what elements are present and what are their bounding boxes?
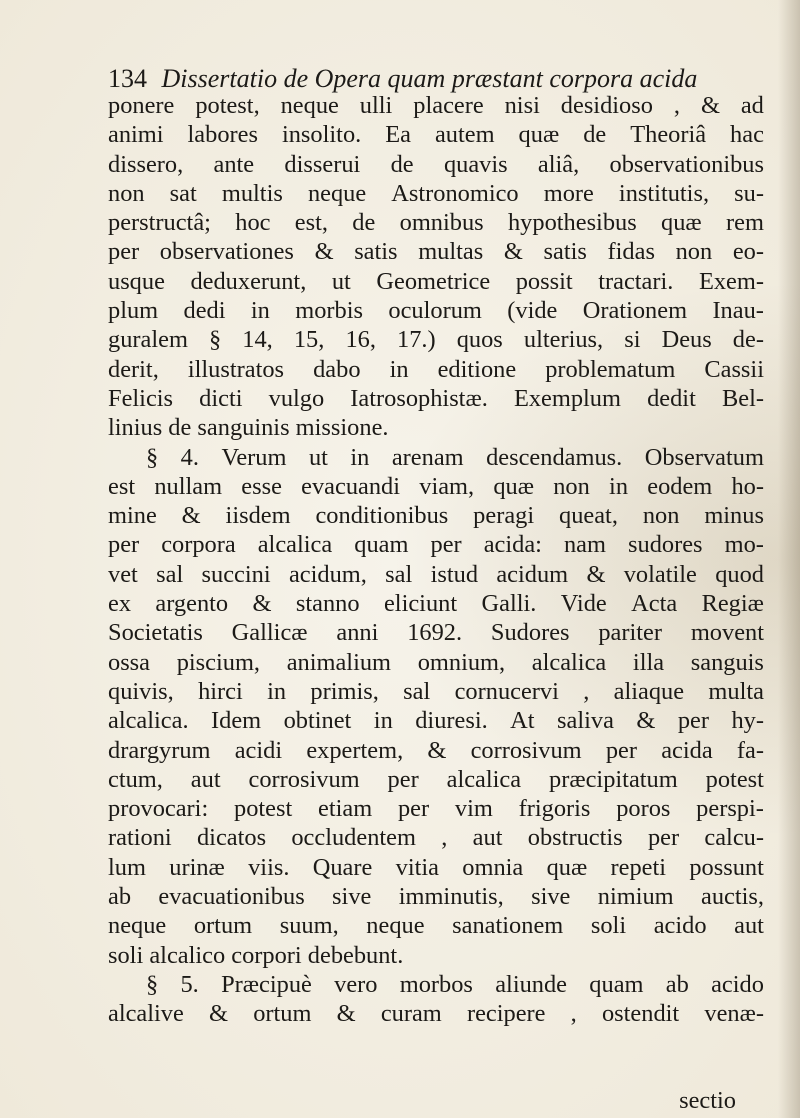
running-title: Dissertatio de Opera quam præstant corpora acida [161,64,698,93]
text-line: § 5. Præcipuè vero morbos aliunde quam ab acido [146,970,764,998]
text-line: per observationes & satis multas & satis fidas non eo- [108,238,764,266]
text-line: usque deduxerunt, ut Geometrice possit tractari. Exem- [108,267,764,295]
page-edge-shadow [778,0,800,1118]
text-line: derit, illustratos dabo in editione problematum Cassii [108,355,764,383]
text-line: linius de sanguinis missione. [108,414,389,442]
text-line: plum dedi in morbis oculorum (vide Orationem Inau- [108,297,764,325]
text-line: perstructâ; hoc est, de omnibus hypothesibus quæ rem [108,209,764,237]
text-line: drargyrum acidi expertem, & corrosivum per acida fa- [108,736,764,764]
text-line: Felicis dicti vulgo Iatrosophistæ. Exemplum dedit Bel- [108,384,764,412]
text-line: vet sal succini acidum, sal istud acidum & volatile quod [108,560,764,588]
text-line: ctum, aut corrosivum per alcalica præcipitatum potest [108,765,764,793]
text-line: ponere potest, neque ulli placere nisi desidioso , & ad [108,92,764,119]
text-line: § 4. Verum ut in arenam descendamus. Observatum [146,443,764,471]
text-line: non sat multis neque Astronomico more institutis, su- [108,179,764,207]
text-line: per corpora alcalica quam per acida: nam sudores mo- [108,531,764,559]
catchword: sectio [679,1087,736,1114]
text-line: lum urinæ viis. Quare vitia omnia quæ repeti possunt [108,853,764,881]
text-line: est nullam esse evacuandi viam, quæ non in eodem ho- [108,472,764,500]
text-line: rationi dicatos occludentem , aut obstructis per calcu- [108,824,764,852]
text-line: alcalica. Idem obtinet in diuresi. At saliva & per hy- [108,707,764,735]
text-line: soli alcalico corpori debebunt. [108,941,404,969]
text-line: guralem § 14, 15, 16, 17.) quos ulterius, si Deus de- [108,326,764,354]
text-line: quivis, hirci in primis, sal cornucervi , aliaque multa [108,677,764,705]
text-line: animi labores insolito. Ea autem quæ de Theoriâ hac [108,121,764,149]
text-line: ab evacuationibus sive imminutis, sive nimium auctis, [108,883,764,911]
text-line: mine & iisdem conditionibus peragi queat, non minus [108,502,764,530]
text-line: ossa piscium, animalium omnium, alcalica illa sanguis [108,648,764,676]
text-line: Societatis Gallicæ anni 1692. Sudores pariter movent [108,619,764,647]
text-line: neque ortum suum, neque sanationem soli acido aut [108,912,764,940]
text-line: alcalive & ortum & curam recipere , ostendit venæ- [108,1000,764,1028]
page-header [108,66,697,92]
text-line: dissero, ante disserui de quavis aliâ, observationibus [108,150,764,178]
text-line: ex argento & stanno eliciunt Galli. Vide Acta Regiæ [108,590,764,618]
body-text [108,91,764,1029]
text-line: provocari: potest etiam per vim frigoris poros perspi- [108,795,764,823]
page-number: 134 [108,64,147,93]
